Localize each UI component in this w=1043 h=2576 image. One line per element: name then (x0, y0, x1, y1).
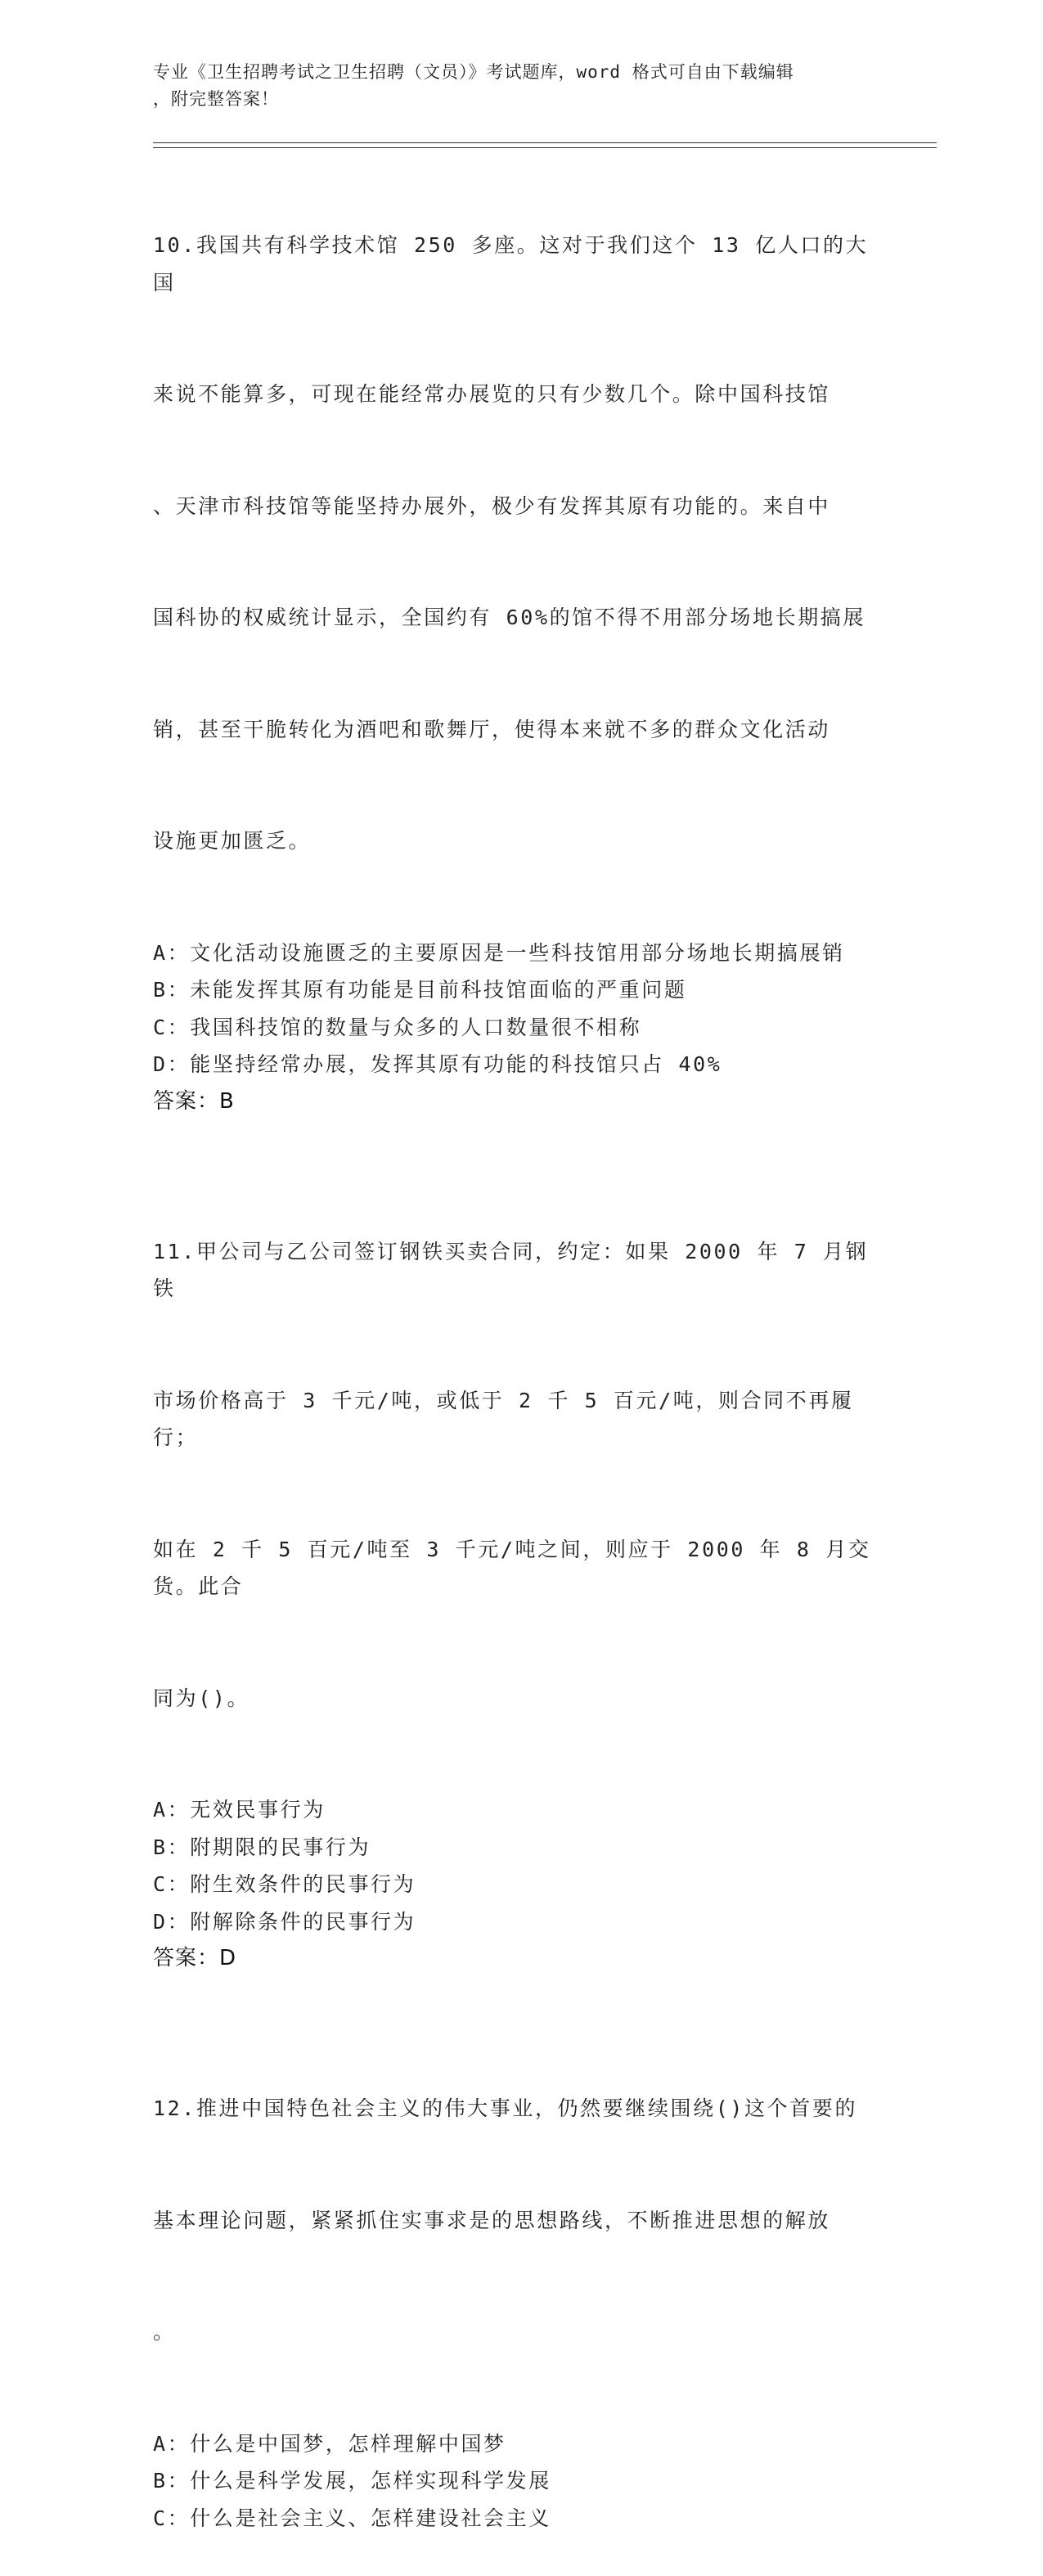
question-line: 12.推进中国特色社会主义的伟大事业，仍然要继续围绕()这个首要的 (153, 2096, 858, 2120)
option-c: C：什么是社会主义、怎样建设社会主义 (153, 2506, 551, 2530)
option-d: D：附解除条件的民事行为 (153, 1909, 416, 1934)
question-text (153, 1159, 889, 1792)
question-line: 来说不能算多，可现在能经常办展览的只有少数几个。除中国科技馆 (153, 382, 831, 406)
question-line: 10.我国共有科学技术馆 250 多座。这对于我们这个 13 亿人口的大国 (153, 233, 869, 295)
question-text (153, 152, 889, 934)
option-b: B：附期限的民事行为 (153, 1835, 371, 1859)
answer-line: 答案：B (153, 1088, 235, 1114)
document-header (153, 59, 873, 113)
header-divider-bottom (153, 147, 937, 148)
question-line: 设施更加匮乏。 (153, 829, 312, 853)
option-c: C：附生效条件的民事行为 (153, 1872, 416, 1896)
question-line: 11.甲公司与乙公司签订钢铁买卖合同，约定：如果 2000 年 7 月钢铁 (153, 1239, 869, 1300)
question-line: 同为()。 (153, 1686, 250, 1710)
header-line-2: ，附完整答案！ (153, 89, 279, 109)
question-11 (153, 1159, 889, 1977)
question-text (153, 2015, 889, 2425)
question-line: 、天津市科技馆等能坚持办展外，极少有发挥其原有功能的。来自中 (153, 493, 831, 518)
header-divider-top (153, 142, 937, 143)
header-line-1: 专业《卫生招聘考试之卫生招聘（文员）》考试题库，word 格式可自由下载编辑 (153, 62, 794, 82)
option-d: D：能坚持经常办展，发挥其原有功能的科技馆只占 40% (153, 1052, 722, 1076)
option-b: B：什么是科学发展，怎样实现科学发展 (153, 2469, 551, 2493)
option-a: A：无效民事行为 (153, 1798, 326, 1822)
question-line: 如在 2 千 5 百元/吨至 3 千元/吨之间，则应于 2000 年 8 月交货。此合 (153, 1537, 871, 1598)
option-a: A：文化活动设施匮乏的主要原因是一些科技馆用部分场地长期搞展销 (153, 940, 845, 965)
answer-line: 答案：D (153, 1946, 237, 1970)
question-line: 销，甚至干脆转化为酒吧和歌舞厅，使得本来就不多的群众文化活动 (153, 717, 831, 741)
question-10 (153, 152, 889, 1119)
question-line: 基本理论问题，紧紧抓住实事求是的思想路线，不断推进思想的解放 (153, 2208, 831, 2232)
question-line: 市场价格高于 3 千元/吨，或低于 2 千 5 百元/吨，则合同不再履行； (153, 1388, 854, 1449)
question-list (153, 152, 889, 2576)
question-line: 国科协的权威统计显示，全国约有 60%的馆不得不用部分场地长期搞展 (153, 606, 866, 629)
question-line: 。 (153, 2320, 176, 2344)
option-c: C：我国科技馆的数量与众多的人口数量很不相称 (153, 1015, 642, 1039)
option-b: B：未能发挥其原有功能是目前科技馆面临的严重问题 (153, 978, 687, 1002)
question-12 (153, 2015, 889, 2537)
option-a: A：什么是中国梦，怎样理解中国梦 (153, 2431, 506, 2456)
